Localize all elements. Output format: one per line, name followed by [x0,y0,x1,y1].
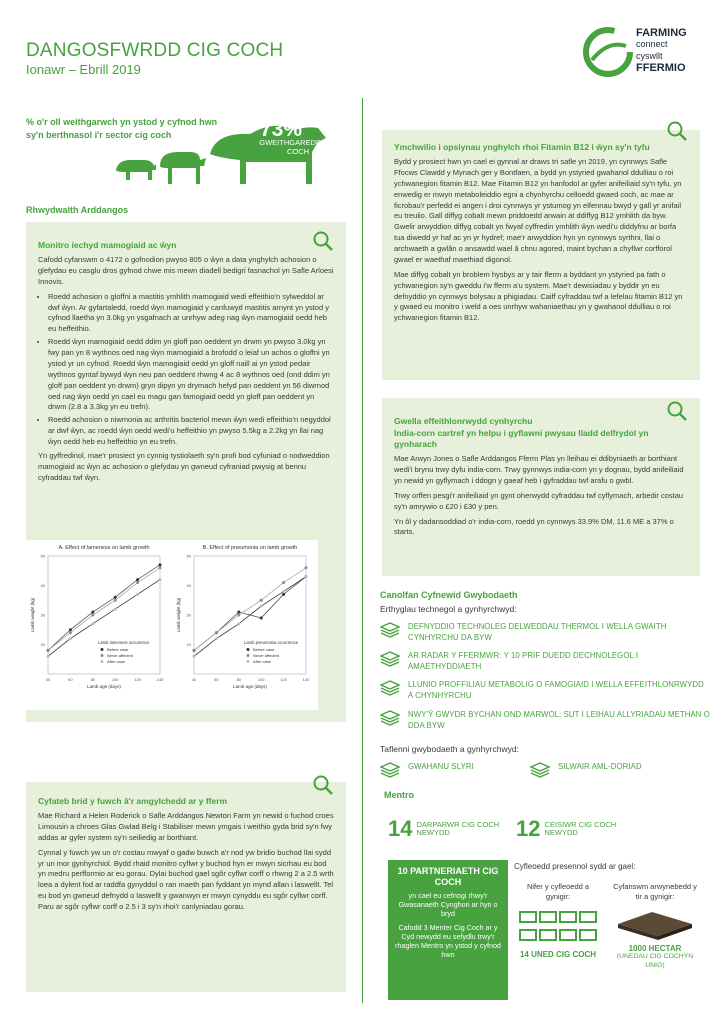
seekers-label: CEISIWR CIG COCH NEWYDD [544,819,617,837]
providers-number: 14 [388,816,413,841]
panel-heading: Ymchwilio i opsiynau ynghylch rhoi Fitamin B12 i ŵyn sy'n tyfu [394,142,650,152]
x-axis-label: Lamb age (days) [87,684,121,689]
partnerships-text: Cafodd 3 Menter Cig Coch ar y Cyd newydd eu sefydlu trwy'r rhaglen Mentro yn ystod y cyfnod hwn [395,922,501,959]
logo-ring-icon [582,26,634,78]
data-point [215,637,218,640]
mentro-title: Mentro [384,790,414,800]
panel-paragraph: Cynnal y fuwch yw un o'r costau mwyaf o gadw buwch a'r nod yw bridio buchod llai sydd yr un mor gynhyrchiol. Bydd rhaid monitro cyflwr y buchod hyn er mwyn sicrhau eu bod yn medru perfformio ar eu gorau. Dylai buchod gael sgôr cyflwr corff o rhwng 2 a 2.5 wrth loea a dylent fod ar raddfa gynyddol o ran maeth pan fyddant yn mynd allan i laswellt. Tel eu bod yn gwneud defnydd o laswellt y gwanwyn er mwyn cynyddu eu sgôr cyflwr corff. Paru ar sgôr cyflwr corff o 2.5 i 3 sy'n rhoi'r canlyniadau gorau. [38,847,334,912]
page-title: DANGOSFWRDD CIG COCH [26,40,284,61]
farming-connect-logo [582,24,702,80]
panel-paragraph: Mae Arwyn Jones o Safle Arddangos Fferm Plas yn lleihau ei ddibyniaeth ar borthiant wedi'i brynu trwy dyfu india-corn. Trwy gynnwys india-corn yn y dognau, bydd anifeiliaid yn newid yn gyflymach i ddogn y gaeaf heb i gyfraddau twf arafu o gwbl. [394,454,684,485]
y-tick-label: 40 [40,583,45,588]
article-title: LLUNIO PROFFILIAU METABOLIG O FAMOGIAID I WELLA EFFEITHLONRWYDD A CHYNHYRCHU [408,680,704,700]
data-point [159,566,162,569]
x-tick-label: 40 [191,677,197,682]
stacked-layers-icon [380,762,400,778]
partnerships-heading: 10 PARTNERIAETH CIG COCH [397,866,499,887]
stat-label: GWEITHGAREDD CIG COCH [259,138,337,156]
y-tick-label: 30 [40,612,45,618]
panel-subheading: India-corn cartref yn helpu i gyflawni pwysau lladd delfrydol yn gynharach [394,428,649,450]
data-point [193,649,196,652]
factsheet-item[interactable] [380,762,540,778]
data-point [136,578,139,581]
legend-marker [101,654,104,657]
new-providers-stat [388,818,502,840]
bullet-list [38,292,334,448]
x-tick-label: 60 [68,677,73,682]
stat-percentage: 73% [260,118,303,141]
y-tick-label: 20 [186,642,191,647]
data-point [114,608,117,611]
x-tick-label: 120 [134,677,141,682]
factsheet-title: GWAHANU SLYRI [408,762,474,771]
chart-lameness [30,545,164,689]
panel-heading: Monitro iechyd mamogiaid ac ŵyn [38,240,177,250]
stacked-layers-icon [380,710,400,726]
current-opportunities: Cyfleoedd presennol sydd ar gael: [514,862,636,871]
data-point [237,622,240,625]
article-title: DEFNYDDIO TECHNOLEG DELWEDDAU THERMOL I WELLA GWAITH CYNHYRCHU DA BYW [408,622,667,642]
panel-maize [382,398,700,576]
data-point [136,593,139,596]
factsheet-subtitle: Taflenni gwybodaeth a gynhyrchwyd: [380,744,519,754]
legend-entry: Before case [253,647,275,652]
y-tick-label: 30 [186,612,191,618]
y-axis-label: Lamb weight (kg) [176,597,181,633]
article-item[interactable] [380,680,710,702]
land-icon [612,906,698,940]
legend-marker [101,648,104,651]
magnifier-icon [666,120,688,142]
legend-entry: Never affected [107,653,133,658]
data-point [69,637,72,640]
legend-title: Lamb pneumonia occurrence [244,640,299,645]
section-label-network: Rhwydwaith Arddangos [26,205,129,215]
legend-marker [247,660,250,663]
x-tick-label: 100 [257,677,265,682]
data-point [305,575,308,578]
units-metric [516,882,600,959]
article-item[interactable] [380,651,710,673]
panel-paragraph: Yn ôl y dadansoddiad o'r india-corn, roedd yn cynnwys 33.9% DM, 11.6 ME a 37% o starts. [394,516,674,537]
area-note: (UNEDAU CIG COCHYN UNIG) [616,953,694,969]
data-point [260,605,263,608]
y-tick-label: 50 [186,553,191,559]
list-item: • Roedd achosion o niwmonia ac arthritis bacteriol mewn ŵyn wedi effeithio'n negyddol ar dwf ŵyn, ac roedd ŵyn oedd wedi'u heffeithio yn pwyso 5.5kg a 2.2kg yn llai nag ŵyn oedd heb eu heffeithio yn eu trefn. [48,415,334,448]
x-axis-label: Lamb age (days) [233,684,267,689]
magnifier-icon [666,400,688,422]
area-metric [612,882,698,971]
legend-entry: Never affected [253,653,279,658]
x-tick-label: 60 [214,677,219,682]
series-line [194,568,306,651]
panel-paragraph: Bydd y prosiect hwn yn cael ei gynnal ar draws tri safle yn 2019, yn cynnwys Safle Ffocws Clawdd y Mynach ger y Bontfaen, a bydd yn ystyried gwahanol ddulliau o roi ychwanegion fitamin B12. Mae Fitamin B12 yn hanfodol ar gyfer anifeiliaid sy'n tyfu, yn enwedig er mwyn metaboleiddio egni a chynhyrchu celloedd gwaed coch, ac mae ar ficrobau'r perfedd ei angen i droi cynnwys yr ystumog yn elfennau bwyd y gall yr anifail eu treulio. Gall diffyg cobalt mewn priddoedd arwain at ddiffyg B12 ymhlith da byw. Gwelir arwyddion diffyg cobalt yn fwyaf cyffredin ymhlith ŵyn wedi'u diddyfnu ar borfa tua diwedd yr haf ac yn yr hydref; mae'r arwyddion hyn yn cynnwys syrthni, llai o archwaeth a gwlân o ansawdd wael â chnu agored, maint bychan a chyflwr corfforol gwael er waethaf maethiad digonol. [394,157,682,264]
data-point [159,578,162,581]
page-subtitle: Ionawr – Ebrill 2019 [26,62,141,77]
stacked-layers-icon [530,762,550,778]
legend-marker [247,648,250,651]
factsheet-title: SILWAIR AML-DORIAD [558,762,642,771]
gates-icon [516,906,600,946]
panel-heading: Gwella effeithlonrwydd cynhyrchu [394,416,533,426]
plot-frame [48,556,160,674]
panel-outro: Yn gyffredinol, mae'r prosiect yn cynnig tystiolaeth sy'n profi bod cyfuniad o nodweddion mamogiaid ac ŵyn ac achosion o glefydau yn gwneud cyfraniad pwysig at bennu cyfraddau twf ŵyn. [38,450,330,482]
x-tick-label: 80 [236,677,242,682]
knowledge-subtitle: Erthyglau technegol a gynhyrchwyd: [380,604,517,614]
column-divider [362,98,363,1003]
units-label: Nifer y cyfleoedd a gynigir: [526,882,590,901]
legend-marker [247,654,250,657]
lamb-growth-charts [26,540,318,710]
data-point [114,596,117,599]
x-tick-label: 40 [45,677,51,682]
data-point [136,581,139,584]
data-point [114,599,117,602]
legend-marker [101,660,104,663]
x-tick-label: 80 [90,677,96,682]
y-tick-label: 20 [40,642,45,647]
providers-label: DARPARWR CIG COCH NEWYDD [416,819,500,837]
units-value: 14 UNED CIG COCH [519,949,596,959]
data-point [260,616,263,619]
list-item: • Roedd ŵyn mamogiaid oedd ddim yn gloff pan oeddent yn drwm yn pwyso 3.0kg yn fwy pan yn 8 wythnos oed nag ŵyn mamogiaid a brofodd o leiaf un achos o gloffni yn ystod yr un cyfnod. Roedd ŵyn mamogiaid oedd yn gloff naill ai yn ystod pedair wythnos gyntaf bywyd ŵyn neu pan oeddent rhwng 4 ac 8 wythnos oed (ond ddim yn gloff pan oeddent yn drwm) gryn dipyn yn drymach hefyd pan oeddent yn 56 diwrnod oed nag ŵyn oedd yn cael eu magu gan famogiaid oedd yn gloff pan oeddent yn drwm (2.8 a 3.3kg yn eu trefn). [48,337,334,413]
data-point [193,655,196,658]
new-seekers-stat [516,818,640,840]
y-axis-label: Lamb weight (kg) [30,597,35,633]
stat-description: % o'r oll weithgarwch yn ystod y cyfnod hwn sy'n berthnasol i'r sector cig coch [26,117,218,140]
data-point [260,599,263,602]
panel-vitamin-b12 [382,130,700,380]
data-point [237,611,240,614]
data-point [91,614,94,617]
chart-title: B. Effect of pneumonia on lamb growth [202,545,298,551]
panel-breed-environment [26,782,346,992]
panel-intro: Cafodd cyfanswm o 4172 o gofnodion pwyso 805 o ŵyn a data ynghylch achosion o glefydau eu casglu dros gyfnod chwe mis mewn diadell bedigri fasnachol yn Safle Arloesi Innovis. [38,255,334,286]
x-tick-label: 100 [111,677,119,682]
logo-farming: FARMING [636,27,687,39]
data-point [91,611,94,614]
data-point [47,649,50,652]
data-point [282,590,285,593]
x-tick-label: 120 [280,677,287,682]
area-value: 1000 HECTAR [628,943,682,953]
series-line [48,568,160,651]
partnerships-text: yn cael eu cefnogi rhwy'r Gwasanaeth Cynghori ar hyn o bryd [398,890,498,918]
panel-paragraph: Trwy orffen pesgi'r anifeiliaid yn gynt oherwydd cyfraddau twf cyflymach, arbedir costau sy'n amrywio o £20 i £30 y pen. [394,490,684,511]
magnifier-icon [312,774,334,796]
factsheet-item[interactable] [530,762,700,778]
y-tick-label: 50 [40,553,45,559]
article-item[interactable] [380,710,710,732]
logo-ffermio: FFERMIO [636,62,686,74]
partnerships-box [388,860,508,1000]
panel-heading: Cyfateb brid y fuwch â'r amgylchedd ar y fferm [38,796,228,806]
data-point [215,631,218,634]
panel-paragraph: Mae diffyg cobalt yn broblem hysbys ar y tair fferm a byddant yn ystyried pa fath o ychwanegion sy'n gweddu i'w fferm a'u system. Mae'r dewisiadau y byddir yn eu defnyddio yn cynnwys bolysau a phigiadau. Caiff cyfraddau twf a lefelau fitamin B12 yn y gwaed eu monitro i weld a oes unrhyw wahaniaethau yn y gwahanol ddulliau o roi ychwanegion fitamin B12. [394,269,683,323]
legend-entry: After case [107,659,126,664]
data-point [159,563,162,566]
stacked-layers-icon [380,651,400,667]
stacked-layers-icon [380,680,400,696]
logo-connect: connect [636,39,668,49]
article-title: AR RADAR Y FFERMWR: Y 10 PRIF DUEDD DECHNOLEGOL I AMAETHYDDIAETH [408,651,639,671]
article-title: NWY'Ŷ GWYDR BYCHAN OND MARWOL: SUT I LEIHAU ALLYRIADAU METHAN O DDA BYW [408,710,710,730]
area-label: Cyfanswm arwynebedd y tir a gynigir: [613,882,697,901]
data-point [282,581,285,584]
stacked-layers-icon [380,622,400,638]
knowledge-title: Canolfan Cyfnewid Gwybodaeth [380,590,518,600]
list-item: • Roedd achosion o gloffni a mastitis ymhlith mamogiaid wedi effeithio'n sylweddol ar dwf ŵyn. Ar gyfartaledd, roedd ŵyn mamogiaid y canfuwyd mastitis arnynt yn ystod y cyfnod llaetha yn 3.0kg yn ysgafnach ar unrhyw adeg nag ŵyn mamogiaid oedd heb eu heffeithio. [48,292,334,336]
x-tick-label: 140 [156,677,164,682]
legend-entry: After case [253,659,272,664]
y-tick-label: 40 [186,583,191,588]
legend-entry: Before case [107,647,129,652]
data-point [237,614,240,617]
logo-cyswllt: cyswllt [636,51,663,61]
x-tick-label: 140 [302,677,310,682]
data-point [282,593,285,596]
magnifier-icon [312,230,334,252]
seekers-number: 12 [516,816,541,841]
data-point [69,628,72,631]
data-point [47,655,50,658]
chart-pneumonia [176,545,310,689]
chart-title: A. Effect of lameness on lamb growth [58,545,150,551]
legend-title: Lamb lameness occurrence [98,640,150,645]
data-point [69,631,72,634]
article-item[interactable] [380,622,710,644]
panel-paragraph: Mae Richard a Helen Roderick o Safle Arddangos Newton Farm yn newid o fuchod croes Limousin a chroes Glas Gwlad Belg i Stabiliser mewn ymgais i weithio gyda brid sy'n fwy addas ar gyfer system sy'n seiliedig ar borthiant. [38,811,334,842]
data-point [91,622,94,625]
data-point [305,566,308,569]
